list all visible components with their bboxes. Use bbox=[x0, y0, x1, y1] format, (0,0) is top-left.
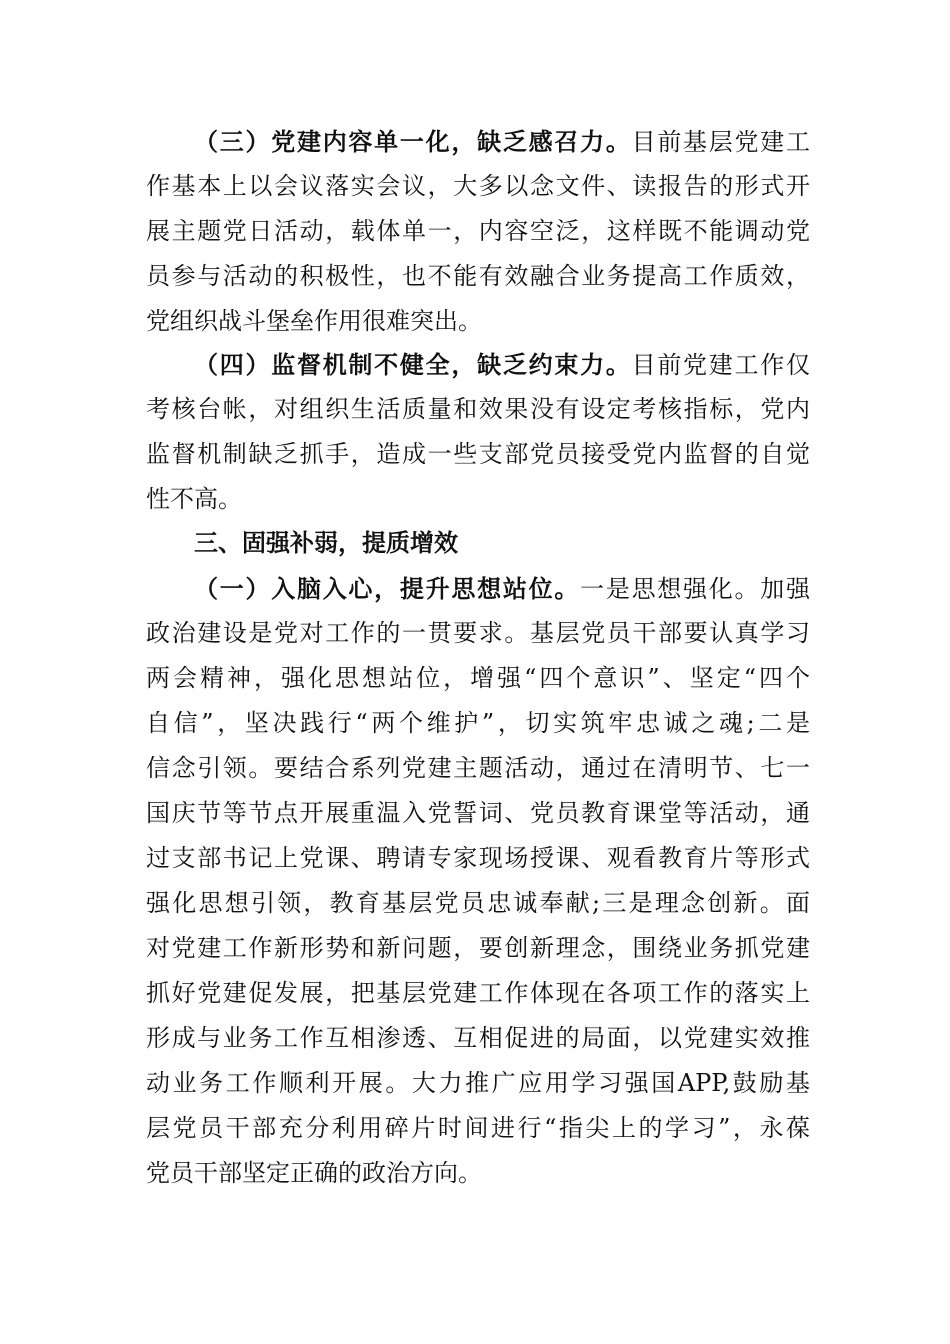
chapter-heading: 三、固强补弱，提质增效 bbox=[194, 529, 458, 557]
paragraph-line: 过支部书记上党课、聘请专家现场授课、观看教育片等形式 bbox=[146, 844, 810, 872]
paragraph-section-3-1 bbox=[146, 566, 810, 1196]
paragraph-line: 两会精神，强化思想站位，增强“四个意识”、坚定“四个 bbox=[146, 664, 810, 692]
section-text: 一是思想强化。加强 bbox=[580, 575, 811, 603]
paragraph-line: 党员干部坚定正确的政治方向。 bbox=[146, 1159, 482, 1187]
paragraph-line: 展主题党日活动，载体单一，内容空泛，这样既不能调动党 bbox=[146, 217, 810, 245]
paragraph-line: 监督机制缺乏抓手，造成一些支部党员接受党内监督的自觉 bbox=[146, 440, 810, 468]
paragraph-line: 动业务工作顺利开展。大力推广应用学习强国APP,鼓励基 bbox=[146, 1069, 810, 1097]
paragraph-line: 形成与业务工作互相渗透、互相促进的局面，以党建实效推 bbox=[146, 1024, 810, 1052]
paragraph-line: 抓好党建促发展，把基层党建工作体现在各项工作的落实上 bbox=[146, 979, 810, 1007]
paragraph-line: 层党员干部充分利用碎片时间进行“指尖上的学习”，永葆 bbox=[146, 1114, 810, 1142]
paragraph-first-line bbox=[146, 119, 810, 164]
section-title: （四）监督机制不健全，缺乏约束力。 bbox=[194, 350, 632, 379]
section-title: （一）入脑入心，提升思想站位。 bbox=[194, 574, 581, 603]
section-title: （三）党建内容单一化，缺乏感召力。 bbox=[194, 127, 632, 156]
paragraph-line: 对党建工作新形势和新问题，要创新理念，围绕业务抓党建 bbox=[146, 934, 810, 962]
paragraph-section-3 bbox=[146, 119, 810, 344]
paragraph-line: 性不高。 bbox=[146, 485, 242, 513]
paragraph-line: 信念引领。要结合系列党建主题活动，通过在清明节、七一 bbox=[146, 754, 810, 782]
paragraph-line: 强化思想引领，教育基层党员忠诚奉献;三是理念创新。面 bbox=[146, 889, 810, 917]
paragraph-first-line bbox=[146, 566, 810, 611]
paragraph-line: 政治建设是党对工作的一贯要求。基层党员干部要认真学习 bbox=[146, 619, 810, 647]
paragraph-line: 员参与活动的积极性，也不能有效融合业务提高工作质效， bbox=[146, 262, 810, 290]
paragraph-line: 作基本上以会议落实会议，大多以念文件、读报告的形式开 bbox=[146, 172, 810, 200]
paragraph-first-line bbox=[146, 342, 810, 387]
paragraph-line: 自信”，坚决践行“两个维护”，切实筑牢忠诚之魂;二是 bbox=[146, 709, 810, 737]
paragraph-line: 考核台帐，对组织生活质量和效果没有设定考核指标，党内 bbox=[146, 395, 810, 423]
paragraph-section-4 bbox=[146, 342, 810, 522]
section-text: 目前基层党建工 bbox=[631, 128, 811, 156]
paragraph-line: 党组织战斗堡垒作用很难突出。 bbox=[146, 307, 482, 335]
section-text: 目前党建工作仅 bbox=[631, 351, 811, 379]
paragraph-line: 国庆节等节点开展重温入党誓词、党员教育课堂等活动，通 bbox=[146, 799, 810, 827]
